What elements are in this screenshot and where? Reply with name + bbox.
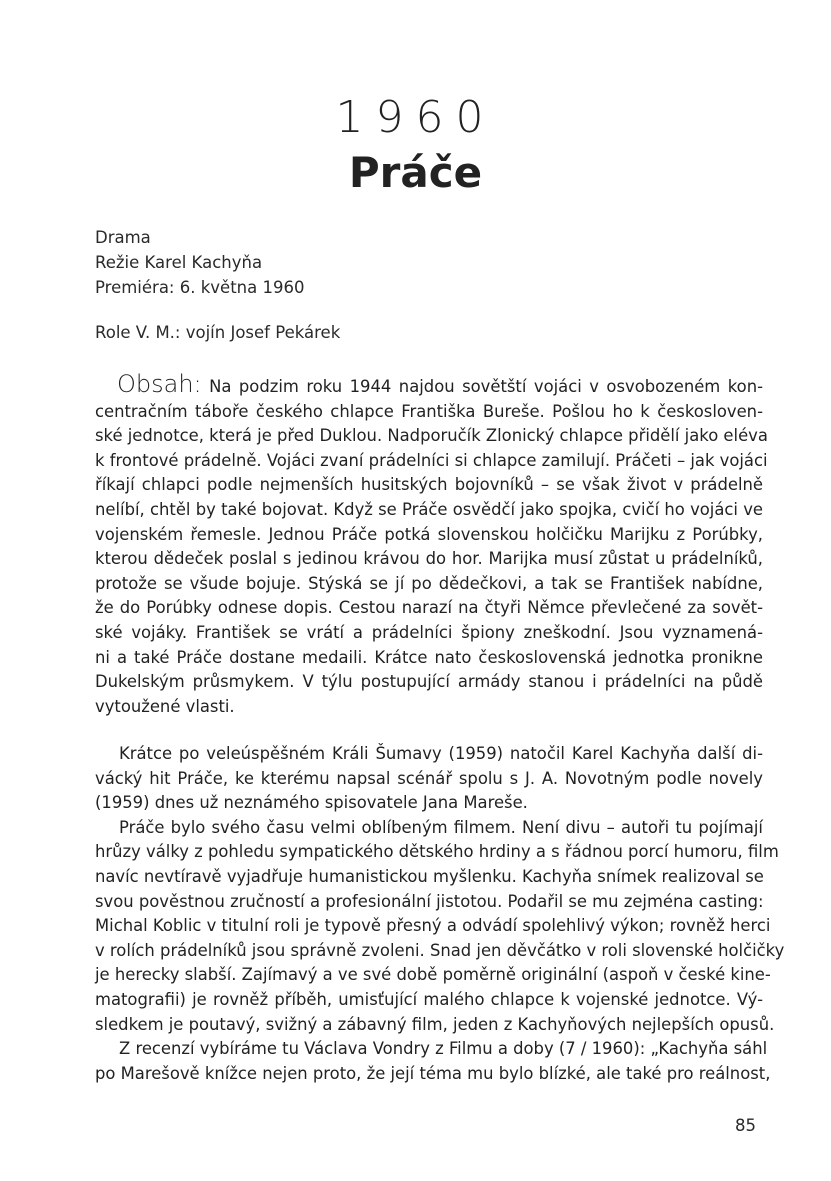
synopsis-line: vojenském řemesle. Jednou Práče potká slovenskou holčičku Marijku z Porúbky, — [95, 524, 763, 544]
synopsis-line: protože se všude bojuje. Stýská se jí po dědečkovi, a tak se František nabídne, — [95, 573, 763, 593]
body-line: po Marešově knížce nejen proto, že její téma mu bylo blízké, ale také pro reálnost, — [95, 1063, 771, 1083]
body-line: je herecky slabší. Zajímavý a ve své době poměrně originální (aspoň v české kine- — [95, 965, 771, 985]
genre: Drama — [95, 228, 151, 247]
synopsis-line: kterou dědeček poslal s jedinou krávou do hor. Marijka musí zůstat u prádelníků, — [95, 549, 763, 569]
synopsis-line: k frontové prádelně. Vojáci zvaní prádelníci si chlapce zamilují. Práčeti – jak vojáci — [95, 450, 768, 470]
actor-role: Role V. M.: vojín Josef Pekárek — [95, 323, 341, 342]
synopsis-label: Obsah: — [117, 370, 202, 398]
body-line: Práče bylo svého času velmi oblíbeným filmem. Není divu – autoři tu pojímají — [119, 817, 763, 837]
synopsis-line: centračním táboře českého chlapce Františka Bureše. Pošlou ho k českosloven- — [95, 401, 763, 421]
body-line: svou pověstnou zručností a profesionální jistotou. Podařil se mu zejména casting: — [95, 891, 764, 911]
body-text — [95, 742, 785, 1086]
premiere-date: Premiéra: 6. května 1960 — [95, 278, 305, 297]
synopsis-line: že do Porúbky odnese dopis. Cestou narazí na čtyři Němce převlečené za sovět- — [95, 598, 763, 618]
page-number: 85 — [735, 1116, 756, 1135]
body-line: Krátce po veleúspěšném Králi Šumavy (1959) natočil Karel Kachyňa další di- — [119, 744, 763, 763]
body-line: sledkem je poutavý, svižný a zábavný film, jeden z Kachyňových nejlepších opusů. — [95, 1014, 775, 1034]
synopsis-line: říkají chlapci podle nejmenších husitských bojovníků – se však život v prádelně — [95, 475, 763, 495]
body-line: vácký hit Práče, ke kterému napsal scénář spolu s J. A. Novotným podle novely — [95, 768, 763, 788]
synopsis-line: nelíbí, chtěl by také bojovat. Když se Práče osvědčí jako spojka, cvičí ho vojáci ve — [95, 499, 763, 519]
synopsis-line: ské vojáky. František se vrátí a prádelníci špiony zneškodní. Jsou vyznamená- — [95, 622, 763, 642]
body-line: (1959) dnes už neznámého spisovatele Jana Mareše. — [95, 793, 528, 813]
film-year: 1960 — [335, 92, 496, 143]
body-line: hrůzy války z pohledu sympatického dětského hrdiny a s řádnou porcí humoru, film — [95, 842, 779, 862]
synopsis-line: Dukelským průsmykem. V týlu postupující armády stanou i prádelníci na půdě — [95, 672, 763, 692]
body-line: matografii) je rovněž příběh, umisťující malého chlapce k vojenské jednotce. Vý- — [95, 989, 763, 1009]
film-metadata — [95, 225, 304, 300]
body-line: Z recenzí vybíráme tu Václava Vondry z Filmu a doby (7 / 1960): „Kachyňa sáhl — [119, 1039, 768, 1059]
synopsis-line: ské jednotce, která je před Duklou. Nadporučík Zlonický chlapce přidělí jako eléva — [95, 426, 768, 446]
synopsis — [95, 370, 768, 719]
synopsis-line: vytoužené vlasti. — [95, 696, 235, 716]
film-title: Práče — [348, 148, 483, 197]
synopsis-line: ni a také Práče dostane medaili. Krátce nato československá jednotka pronikne — [95, 647, 763, 667]
body-line: Michal Koblic v titulní roli je typově přesný a odvádí spolehlivý výkon; rovněž herci — [95, 916, 771, 936]
body-line: v rolích prádelníků jsou správně zvoleni. Snad jen děvčátko v roli slovenské holčičky — [95, 940, 785, 960]
body-line: navíc nevtíravě vyjadřuje humanistickou myšlenku. Kachyňa snímek realizoval se — [95, 866, 764, 886]
synopsis-line: Obsah: Na podzim roku 1944 najdou sovětští vojáci v osvobozeném kon- — [117, 370, 763, 398]
director: Režie Karel Kachyňa — [95, 253, 263, 272]
